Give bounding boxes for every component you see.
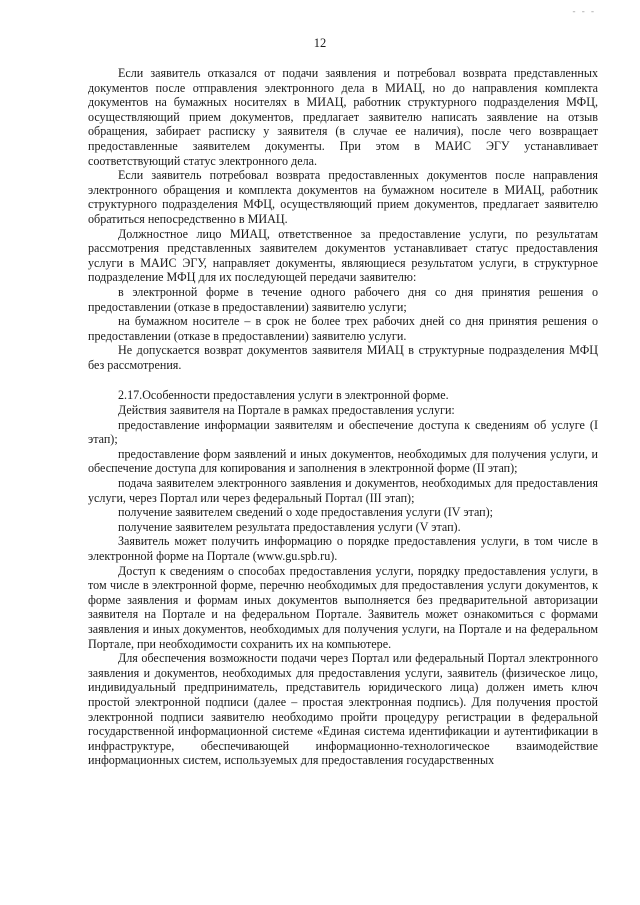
paragraph-4: в электронной форме в течение одного рабочего дня со дня принятия решения о предоставлении (отказе в предоставлении) заявителю услуги;: [88, 284, 598, 314]
section-spacer: [88, 372, 598, 388]
paragraph-12: получение заявителем результата предоставления услуги (V этап).: [118, 519, 461, 534]
paragraph-8: предоставление информации заявителям и обеспечение доступа к сведениям об услуге (I этап);: [88, 417, 598, 447]
paragraph-15: Для обеспечения возможности подачи через Портал или федеральный Портал электронного заявления и документов, необходимых для предоставления услуги, заявитель (физическое лицо, индивидуальный предприниматель, представитель юридического лица) должен иметь ключ простой электронной подписи (далее – простая электронная подпись). Для получения простой электронной подписи заявителю необходимо пройти процедуру регистрации в федеральной государственной информационной системе «Единая система идентификации и аутентификации в инфраструктуре, обеспечивающей информационно-технологическое взаимодействие информационных систем, используемых для предоставления государственных: [88, 651, 598, 768]
page-number: 12: [313, 36, 327, 50]
paragraph-2: Если заявитель потребовал возврата предоставленных документов после направления электронного обращения и комплекта документов на бумажном носителе в МИАЦ, работник структурного подразделения МФЦ, осуществляющий прием документов, предлагает заявителю обратиться непосредственно в МИАЦ.: [88, 168, 598, 226]
paragraph-11: получение заявителем сведений о ходе предоставления услуги (IV этап);: [118, 505, 494, 520]
paragraph-1: Если заявитель отказался от подачи заявления и потребовал возврата представленных документов после отправления электронного дела в МИАЦ, но до направления комплекта документов на бумажных носителях в МИАЦ, работник структурного подразделения МФЦ, осуществляющий прием документов, предлагает заявителю написать заявление на отзыв обращения, забирает расписку у заявителя (в случае ее наличия), после чего возвращает предоставленные заявителем документы. При этом в МАИС ЭГУ устанавливает соответствующий статус электронного дела.: [88, 66, 598, 168]
paragraph-9: предоставление форм заявлений и иных документов, необходимых для получения услуги, и обеспечение доступа для копирования и заполнения в электронной форме (II этап);: [88, 446, 598, 476]
paragraph-5: на бумажном носителе – в срок не более трех рабочих дней со дня принятия решения о предоставлении (отказе в предоставлении) заявителю услуги.: [88, 314, 598, 343]
corner-mark: - - -: [572, 6, 596, 16]
paragraph-3: Должностное лицо МИАЦ, ответственное за предоставление услуги, по результатам рассмотрения представленных заявителем документов устанавливает статус предоставления услуги в МАИС ЭГУ, направляет документы, являющиеся результатом услуги, в структурное подразделение МФЦ для их последующей передачи заявителю:: [88, 226, 598, 285]
paragraph-14: Доступ к сведениям о способах предоставления услуги, порядку предоставления услуги, в том числе в электронной форме, перечню необходимых для предоставления услуги документов, к форме заявления и формам иных документов выполняется без предварительной авторизации заявителя на Портале и на федеральном Портале. Заявитель может ознакомиться с формами заявления и иных документов, необходимых для получения услуги, на Портале и на федеральном Портале, при необходимости сохранить их на компьютере.: [88, 563, 598, 651]
paragraph-13: Заявитель может получить информацию о порядке предоставления услуги, в том числе в электронной форме на Портале (www.gu.spb.ru).: [88, 534, 598, 563]
paragraph-10: подача заявителем электронного заявления и документов, необходимых для предоставления услуги, через Портал или через федеральный Портал (III этап);: [88, 476, 598, 505]
section-heading: 2.17.Особенности предоставления услуги в электронной форме.: [118, 388, 449, 403]
paragraph-6: Не допускается возврат документов заявителя МИАЦ в структурные подразделения МФЦ без рассмотрения.: [88, 343, 598, 372]
document-body: [88, 66, 598, 768]
paragraph-7: Действия заявителя на Портале в рамках предоставления услуги:: [118, 403, 455, 418]
